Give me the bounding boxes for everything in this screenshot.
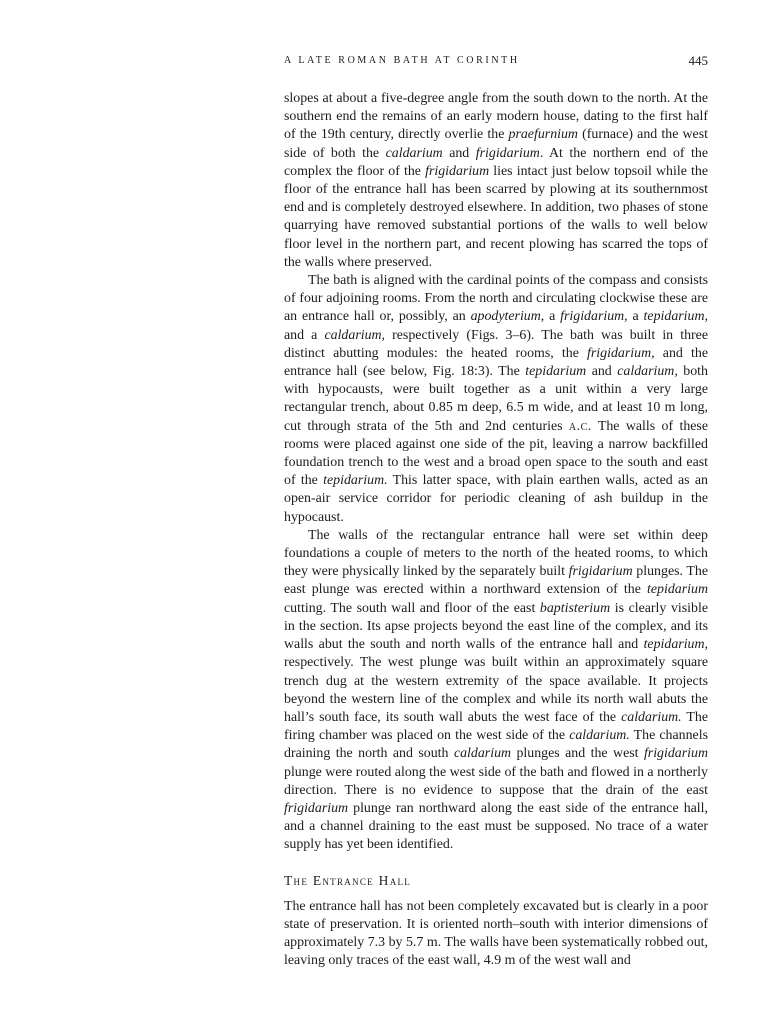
latin-term: frigidarium [568,564,633,580]
text-run: The bath is aligned with the cardinal points of the compass and consists of four adjoining rooms. From the north and circulating clockwise these are an entrance hall or, possibly, an [284,273,708,325]
section-heading: The Entrance Hall [284,872,412,888]
latin-term: frigidarium, [587,345,655,361]
text-run: plunges and the west [511,746,644,762]
text-run: plunges. The east plunge was erected within a northward extension of the [284,564,708,598]
latin-term: frigidarium [643,746,708,762]
latin-term: caldarium [453,746,512,762]
text-run: and the entrance hall (see below, Fig. 18:3). The [284,345,708,380]
text-run: is clearly visible in the section. Its apse projects beyond the east line of the complex, and its walls abut the south and north walls of the entrance hall and [284,600,708,653]
paragraph [284,527,708,855]
latin-term: apodyterium, [470,309,545,325]
latin-term: frigidarium [284,800,349,816]
text-run: and a [284,327,325,343]
latin-term: baptisterium [539,600,611,616]
text-run: The firing chamber was placed on the west side of the [284,709,708,744]
latin-term: tepidarium. [323,473,388,489]
text-run: both with hypocausts, were built together as a unit within a very large rectangular trench, about 0.85 m deep, 6.5 m wide, and at least 10 m long, cut through strata of the 5th and 2nd centuries [284,364,708,434]
latin-term: caldarium, [324,327,386,343]
running-head [284,55,708,71]
text-run: plunge were routed along the west side of the bath and flowed in a northerly direction. There is no evidence to suppose that the drain of the east [284,764,708,798]
text-run: and [442,145,476,161]
latin-term: caldarium. [621,709,682,725]
text-run: a [544,309,561,325]
running-title: A LATE ROMAN BATH AT CORINTH [284,55,520,66]
text-run: The walls of the rectangular entrance hall were set within deep foundations a couple of meters to the north of the heated rooms, to which they were physically linked by the separately built [284,527,708,580]
text-run: The walls of these rooms were placed against one side of the pit, leaving a narrow backfilled foundation trench to the west and a broad open space to the south and east of the [284,418,708,489]
paragraph: The entrance hall has not been completely excavated but is clearly in a poor state of preservation. It is oriented north–south with interior dimensions of approximately 7.3 by 5.7 m. The walls have been systematically robbed out, leaving only traces of the east wall, 4.9 m of the west wall and [284,898,708,969]
text-run: a [627,309,644,325]
page-number: 445 [688,53,708,68]
text-run: This latter space, with plain earthen walls, acted as an open-air service corridor for periodic cleaning of ash buildup in the hypocaust. [284,473,708,525]
latin-term: frigidarium [425,163,490,179]
latin-term: tepidarium [647,582,708,598]
text-run: slopes at about a five-degree angle from the south down to the north. At the southern end the remains of an early modern house, dating to the first half of the 19th century, directly overlie the [284,91,708,143]
latin-term: tepidarium [525,364,587,380]
latin-term: praefurnium [508,127,578,143]
latin-term: caldarium. [569,728,630,744]
text-run: (furnace) and the west side of both the [284,127,708,161]
latin-term: caldarium, [617,364,678,380]
main-text [284,90,708,971]
text-run: cutting. The south wall and floor of the east [284,600,540,616]
text-run: The channels draining the north and south [284,728,708,762]
text-run: . At the northern end of the complex the floor of the [284,145,708,179]
latin-term: tepidarium, [643,637,708,653]
text-run: plunge ran northward along the east side of the entrance hall, and a channel draining to the east must be supposed. No trace of a water supply has yet been identified. [284,800,708,853]
text-run: respectively. The west plunge was built within an approximately square trench dug at the western extremity of the space available. It projects beyond the western line of the complex and while its north wall abuts the hall’s south face, its south wall abuts the west face of the [284,655,708,725]
era-abbreviation: a.c. [568,418,592,434]
paragraph [284,90,708,272]
latin-term: caldarium [385,145,443,161]
text-run: respectively (Figs. 3–6). The bath was built in three distinct abutting modules: the heated rooms, the [284,327,708,361]
latin-term: frigidarium, [560,309,628,325]
paragraph [284,272,708,527]
text-run: and [586,364,618,380]
latin-term: frigidarium [475,145,540,161]
latin-term: tepidarium, [643,309,708,325]
text-run: lies intact just below topsoil while the floor of the entrance hall has been scarred by plowing at its southernmost end and is completely destroyed elsewhere. In addition, two phases of stone quarrying have removed substantial portions of the walls to well below floor level in the northern part, and recent plowing has scarred the tops of the walls where preserved. [284,163,708,270]
